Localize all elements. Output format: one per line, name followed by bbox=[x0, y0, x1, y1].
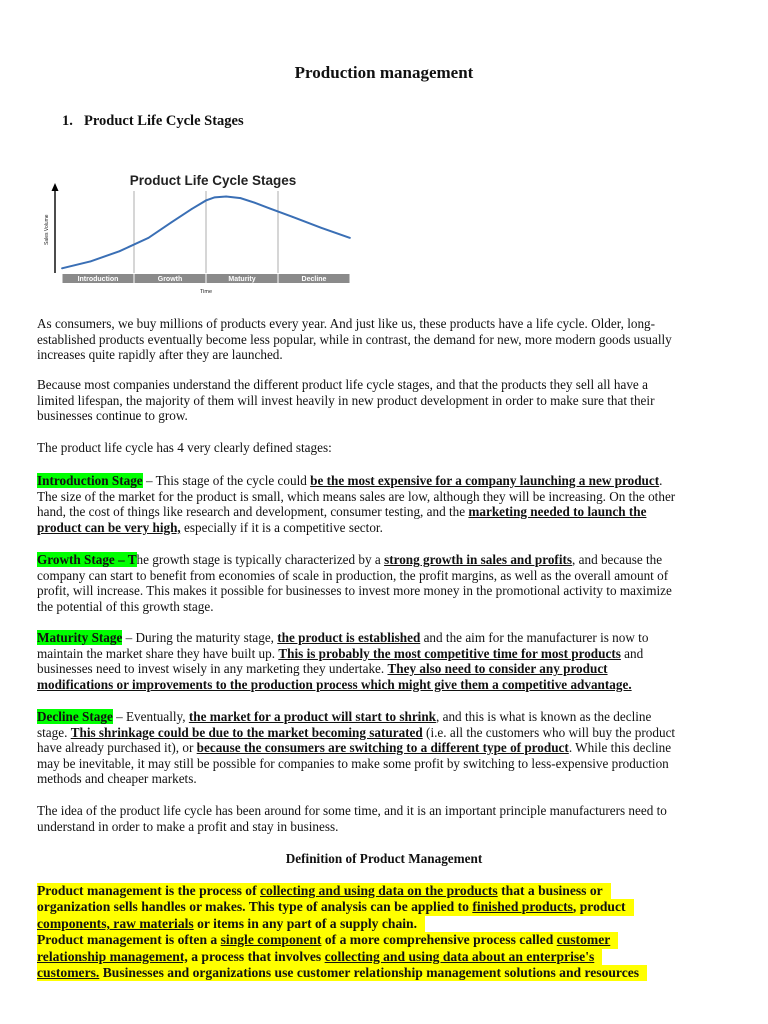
text-line: profit, will increase. This makes it possible for businesses to invest more money in the promotional activity to maximize bbox=[37, 583, 672, 599]
text-run: he growth stage is typically characterized by a bbox=[136, 552, 385, 567]
text-line: the potential of this growth stage. bbox=[37, 598, 214, 614]
data-point bbox=[214, 196, 216, 198]
text-run: – This stage of the cycle could bbox=[142, 473, 311, 488]
text-run: hand, the cost of things like research and development, consumer testing, and the bbox=[37, 504, 469, 520]
text-line: increases quite rapidly after they are launched. bbox=[37, 347, 283, 363]
text-run: – During the maturity stage, bbox=[122, 630, 278, 645]
stage-bar-label: Introduction bbox=[77, 276, 119, 283]
definition-highlighted-block bbox=[37, 883, 647, 981]
emphasis-run: product can be very high, bbox=[37, 519, 181, 535]
data-point bbox=[90, 260, 92, 262]
stage-bars bbox=[63, 274, 350, 283]
emphasis-run: strong growth in sales and profits bbox=[384, 552, 573, 567]
emphasis-run: customers. bbox=[37, 965, 100, 981]
emphasis-run: collecting and using data about an enterprise's bbox=[324, 948, 595, 964]
text-line: established products eventually become less popular, while in contrast, the demand for new, more modern goods usually bbox=[37, 331, 672, 347]
text-line: limited lifespan, the majority of them will invest heavily in new product development in order to make sure that their bbox=[37, 392, 655, 408]
text-run: , and because the bbox=[572, 552, 663, 567]
emphasis-run: marketing needed to launch the bbox=[468, 504, 647, 520]
text-line bbox=[37, 520, 675, 536]
text-run: , product bbox=[572, 899, 626, 915]
data-point bbox=[119, 250, 121, 252]
data-point bbox=[254, 202, 256, 204]
stage-bar-label: Maturity bbox=[228, 276, 256, 283]
emphasis-run: customer bbox=[556, 932, 611, 948]
paragraph-stages-intro bbox=[37, 440, 332, 456]
text-line bbox=[37, 630, 648, 646]
text-line: may be inevitable, it may still be possible for companies to make some profit by switching to less-expensive production bbox=[37, 755, 669, 771]
stage-label-decline: Decline Stage bbox=[37, 709, 113, 724]
text-line: modifications or improvements to the production process which might give them a competitive advantage. bbox=[37, 676, 632, 692]
text-line bbox=[37, 883, 611, 899]
text-line bbox=[37, 646, 648, 662]
emphasis-run: This is probably the most competitive time for most products bbox=[278, 645, 621, 661]
text-line: methods and cheaper markets. bbox=[37, 771, 197, 787]
text-run: that a business or bbox=[497, 883, 603, 898]
text-run: – Eventually, bbox=[112, 709, 189, 724]
text-line bbox=[37, 740, 675, 756]
section-number: 1. bbox=[62, 113, 73, 129]
paragraph-growth-stage bbox=[37, 552, 672, 614]
stage-label-maturity: Maturity Stage bbox=[37, 630, 123, 645]
text-line bbox=[37, 709, 675, 725]
y-axis-arrow-icon bbox=[52, 183, 59, 191]
text-line: businesses continue to grow. bbox=[37, 408, 188, 424]
emphasis-run: the product is established bbox=[277, 630, 421, 645]
emphasis-run: This shrinkage could be due to the market becoming saturated bbox=[70, 724, 423, 740]
stage-bar-label: Growth bbox=[157, 276, 183, 283]
text-run: . bbox=[659, 473, 663, 488]
text-line bbox=[37, 504, 675, 520]
emphasis-run: They also need to consider any product bbox=[387, 661, 608, 677]
text-line: Because most companies understand the different product life cycle stages, and that the products they sell all have a bbox=[37, 377, 648, 392]
text-line bbox=[37, 916, 425, 932]
text-run: stage. bbox=[37, 724, 71, 740]
data-point bbox=[320, 227, 322, 229]
text-run: organization sells handles or makes. This type of analysis can be applied to bbox=[37, 899, 473, 915]
stage-bar-label: Decline bbox=[301, 276, 327, 283]
text-line bbox=[37, 473, 675, 489]
emphasis-run: be the most expensive for a company launching a new product bbox=[310, 473, 660, 488]
text-line bbox=[37, 661, 648, 677]
data-point bbox=[61, 267, 63, 269]
text-line bbox=[37, 965, 647, 981]
data-point bbox=[349, 237, 351, 239]
text-run: especially if it is a competitive sector. bbox=[180, 519, 383, 535]
emphasis-run: single component bbox=[220, 932, 322, 948]
text-line bbox=[37, 725, 675, 741]
text-line bbox=[37, 552, 672, 568]
section-heading-text: Product Life Cycle Stages bbox=[84, 113, 244, 129]
text-run: of a more comprehensive process called bbox=[321, 932, 557, 948]
x-axis-label: Time bbox=[199, 289, 213, 295]
paragraph-introduction-stage bbox=[37, 473, 675, 535]
paragraph-companies bbox=[37, 377, 654, 424]
text-run: maintain the market share they have built up. bbox=[37, 645, 279, 661]
text-line: As consumers, we buy millions of products every year. And just like us, these products have a life cycle. Older, long- bbox=[37, 316, 656, 331]
section-heading bbox=[62, 113, 244, 130]
text-line: understand in order to make a profit and stay in business. bbox=[37, 818, 339, 834]
text-run: , and this is what is known as the decline bbox=[436, 709, 652, 724]
data-point bbox=[292, 216, 294, 218]
stage-label-growth: Growth Stage – T bbox=[37, 552, 137, 567]
y-axis-label: Sales Volume bbox=[44, 214, 50, 245]
chart-title: Product Life Cycle Stages bbox=[129, 173, 297, 188]
text-run: businesses need to invest wisely in any marketing they undertake. bbox=[37, 661, 388, 677]
text-run: have already purchased it), or bbox=[37, 740, 197, 756]
paragraph-intro bbox=[37, 316, 672, 363]
text-run: Businesses and organizations use customer relationship management solutions and resources bbox=[99, 965, 640, 981]
data-point bbox=[268, 207, 270, 209]
data-point bbox=[148, 237, 150, 239]
data-point bbox=[191, 208, 193, 210]
text-line: company can start to benefit from economies of scale in production, the profit margins, as well as the overall amount of bbox=[37, 567, 669, 583]
text-line bbox=[37, 949, 602, 965]
emphasis-run: collecting and using data on the products bbox=[260, 883, 498, 898]
emphasis-run: components, raw materials bbox=[37, 915, 194, 931]
emphasis-run: the market for a product will start to shrink bbox=[188, 709, 437, 724]
text-run: Product management is the process of bbox=[37, 883, 261, 898]
text-run: and bbox=[620, 645, 644, 661]
data-point bbox=[225, 196, 227, 198]
text-line bbox=[37, 932, 618, 948]
text-run: and the aim for the manufacturer is now to bbox=[420, 630, 649, 645]
text-line: The size of the market for the product is small, which means sales are low, although they will be increasing. On the other bbox=[37, 488, 676, 504]
product-life-cycle-chart bbox=[40, 165, 360, 295]
emphasis-run: finished products bbox=[472, 899, 573, 915]
definition-heading: Definition of Product Management bbox=[285, 851, 483, 866]
data-point bbox=[171, 221, 173, 223]
stage-label-introduction: Introduction Stage bbox=[37, 473, 143, 488]
text-line bbox=[37, 899, 634, 915]
emphasis-run: relationship management, bbox=[37, 948, 188, 964]
text-run: . While this decline bbox=[568, 740, 672, 756]
data-point bbox=[205, 200, 207, 202]
paragraph-maturity-stage bbox=[37, 630, 648, 692]
text-line: The product life cycle has 4 very clearly defined stages: bbox=[37, 440, 332, 455]
paragraph-decline-stage bbox=[37, 709, 675, 787]
text-run: Product management is often a bbox=[37, 932, 221, 948]
paragraph-idea bbox=[37, 803, 667, 834]
text-run: a process that involves bbox=[187, 948, 325, 964]
text-run: or items in any part of a supply chain. bbox=[193, 915, 418, 931]
page-title: Production management bbox=[294, 63, 474, 82]
text-line: The idea of the product life cycle has been around for some time, and it is an important principle manufacturers need to bbox=[37, 803, 667, 818]
emphasis-run: because the consumers are switching to a different type of product bbox=[196, 740, 569, 756]
data-point bbox=[240, 197, 242, 199]
text-run: (i.e. all the customers who will buy the product bbox=[422, 724, 676, 740]
